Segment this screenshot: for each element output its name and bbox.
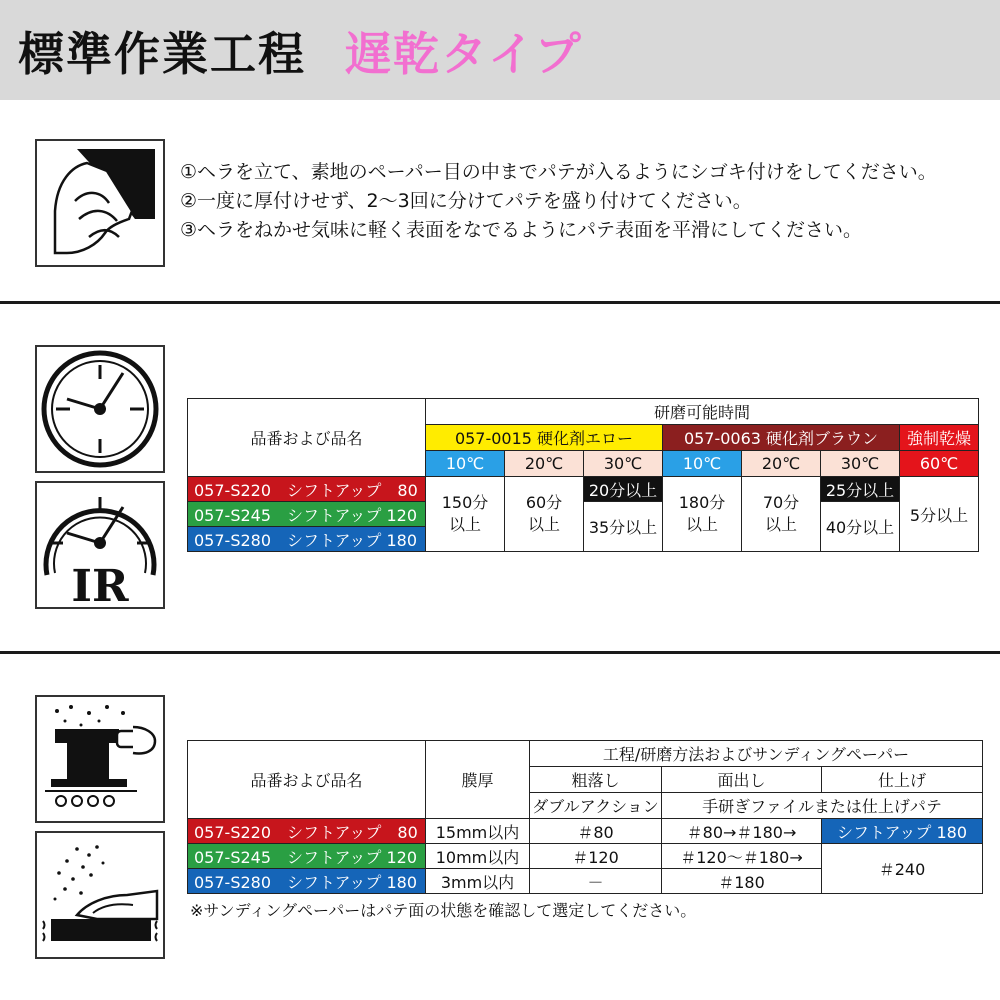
finish-header: 仕上げ bbox=[822, 767, 983, 793]
sanding-note: ※サンディングペーパーはパテ面の状態を確認して選定してください。 bbox=[190, 901, 697, 920]
hardener-yellow-header: 057-0015 硬化剤エロー bbox=[426, 425, 663, 451]
brown-20-time: 70分以上 bbox=[742, 477, 821, 552]
thickness-s245: 10mm以内 bbox=[426, 844, 530, 869]
finish-240: ＃240 bbox=[822, 844, 983, 894]
surface-s280: ＃180 bbox=[662, 869, 822, 894]
ir-clock-icon bbox=[35, 481, 165, 609]
temp-20-brown: 20℃ bbox=[742, 451, 821, 477]
temp-30-brown: 30℃ bbox=[821, 451, 900, 477]
finish-shiftup-180: シフトアップ 180 bbox=[822, 819, 983, 844]
header-bar bbox=[0, 0, 1000, 100]
clock-icon bbox=[35, 345, 165, 473]
sander-icon bbox=[35, 695, 165, 823]
product-row-s220-2: 057-S220 シフトアップ 80 bbox=[188, 819, 426, 844]
hardener-brown-header: 057-0063 硬化剤ブラウン bbox=[663, 425, 900, 451]
forced-dry-header: 強制乾燥 bbox=[900, 425, 979, 451]
surface-s245: ＃120～＃180→ bbox=[662, 844, 822, 869]
rough-s245: ＃120 bbox=[530, 844, 662, 869]
forced-60-time: 5分以上 bbox=[900, 477, 979, 552]
page-subtitle: 遅乾タイプ bbox=[345, 27, 583, 81]
application-steps bbox=[180, 158, 937, 245]
sanding-time-table bbox=[187, 398, 979, 552]
hand-sanding-label: 手研ぎファイルまたは仕上げパテ bbox=[662, 793, 983, 819]
thickness-header: 膜厚 bbox=[426, 741, 530, 819]
thickness-s280: 3mm以内 bbox=[426, 869, 530, 894]
rough-s280: － bbox=[530, 869, 662, 894]
product-row-s280-2: 057-S280 シフトアップ 180 bbox=[188, 869, 426, 894]
brown-30-time-bottom: 40分以上 bbox=[821, 502, 900, 552]
sanding-process-table bbox=[187, 740, 983, 894]
double-action-label: ダブルアクション bbox=[530, 793, 662, 819]
page-title: 標準作業工程 bbox=[18, 27, 306, 81]
temp-30-yellow: 30℃ bbox=[584, 451, 663, 477]
step-3: ③ヘラをねかせ気味に軽く表面をなでるようにパテ表面を平滑にしてください。 bbox=[180, 219, 863, 241]
sanding-time-header: 研磨可能時間 bbox=[426, 399, 979, 425]
thickness-s220: 15mm以内 bbox=[426, 819, 530, 844]
rough-s220: ＃80 bbox=[530, 819, 662, 844]
step-1: ①ヘラを立て、素地のペーパー目の中までパテが入るようにシゴキ付けをしてください。 bbox=[180, 161, 937, 183]
product-row-s280: 057-S280 シフトアップ 180 bbox=[188, 527, 426, 552]
yellow-20-time: 60分以上 bbox=[505, 477, 584, 552]
product-row-s220: 057-S220 シフトアップ 80 bbox=[188, 477, 426, 502]
product-row-s245-2: 057-S245 シフトアップ 120 bbox=[188, 844, 426, 869]
product-row-s245: 057-S245 シフトアップ 120 bbox=[188, 502, 426, 527]
brown-10-time: 180分以上 bbox=[663, 477, 742, 552]
product-name-header: 品番および品名 bbox=[188, 399, 426, 477]
temp-20-yellow: 20℃ bbox=[505, 451, 584, 477]
temp-10-yellow: 10℃ bbox=[426, 451, 505, 477]
hand-sanding-icon bbox=[35, 831, 165, 959]
ir-label: IR bbox=[71, 561, 129, 607]
step-2: ②一度に厚付けせず、2～3回に分けてパテを盛り付けてください。 bbox=[180, 190, 752, 212]
section-divider-2 bbox=[0, 651, 1000, 654]
surface-s220: ＃80→＃180→ bbox=[662, 819, 822, 844]
temp-10-brown: 10℃ bbox=[663, 451, 742, 477]
yellow-30-time-top: 20分以上 bbox=[584, 477, 663, 502]
yellow-10-time: 150分以上 bbox=[426, 477, 505, 552]
temp-60-forced: 60℃ bbox=[900, 451, 979, 477]
section-divider-1 bbox=[0, 301, 1000, 304]
brown-30-time-top: 25分以上 bbox=[821, 477, 900, 502]
rough-header: 粗落し bbox=[530, 767, 662, 793]
spatula-hand-icon bbox=[35, 139, 165, 267]
surface-header: 面出し bbox=[662, 767, 822, 793]
yellow-30-time-bottom: 35分以上 bbox=[584, 502, 663, 552]
product-name-header-2: 品番および品名 bbox=[188, 741, 426, 819]
process-header: 工程/研磨方法およびサンディングペーパー bbox=[530, 741, 983, 767]
